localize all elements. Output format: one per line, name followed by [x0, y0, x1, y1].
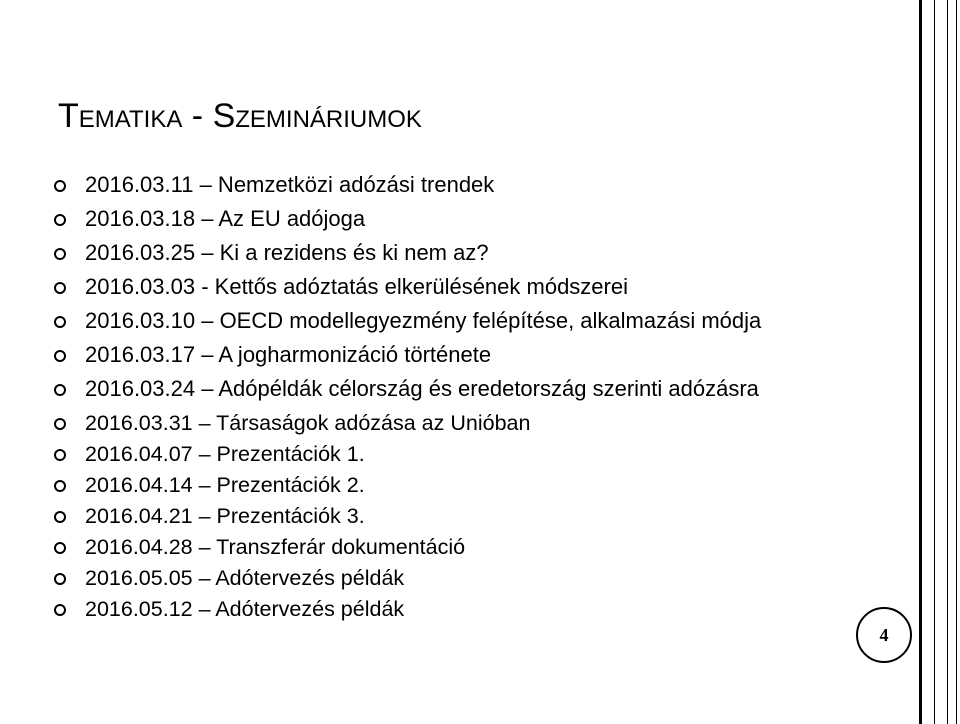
ring-bullet-icon: [54, 449, 66, 461]
list-item: [52, 274, 832, 299]
list-item-text: 2016.05.12 – Adótervezés példák: [85, 597, 405, 621]
list-item: [52, 240, 832, 265]
list-item-text: 2016.03.25 – Ki a rezidens és ki nem az?: [85, 240, 489, 265]
ring-bullet-icon: [54, 418, 66, 430]
page-number: 4: [879, 624, 889, 645]
ring-bullet-icon: [54, 604, 66, 616]
list-item: [52, 503, 832, 529]
list-item-text: 2016.03.11 – Nemzetközi adózási trendek: [85, 172, 495, 197]
slide-title: [58, 98, 422, 135]
list-item: [52, 342, 832, 367]
ring-bullet-icon: [54, 384, 66, 396]
frame-rule-thin-3: [956, 0, 957, 724]
list-item: [52, 534, 832, 560]
schedule-list: [52, 172, 832, 627]
ring-bullet-icon: [54, 573, 66, 585]
list-item: [52, 441, 832, 467]
list-item: [52, 410, 832, 436]
list-item-text: 2016.04.07 – Prezentációk 1.: [85, 442, 365, 466]
list-item-text: 2016.03.18 – Az EU adójoga: [85, 206, 366, 231]
ring-bullet-icon: [54, 542, 66, 554]
ring-bullet-icon: [54, 480, 66, 492]
slide-title-part2: Szemináriumok: [212, 97, 422, 135]
ring-bullet-icon: [54, 511, 66, 523]
list-item-text: 2016.04.14 – Prezentációk 2.: [85, 473, 365, 497]
frame-rule-thin-2: [947, 0, 948, 724]
list-item-text: 2016.03.24 – Adópéldák célország és eredetország szerinti adózásra: [85, 376, 759, 401]
ring-bullet-icon: [54, 214, 66, 226]
ring-bullet-icon: [54, 248, 66, 260]
ring-bullet-icon: [54, 282, 66, 294]
list-item: [52, 206, 832, 231]
ring-bullet-icon: [54, 180, 66, 192]
list-item-text: 2016.04.21 – Prezentációk 3.: [85, 504, 365, 528]
list-item-text: 2016.03.10 – OECD modellegyezmény felépítése, alkalmazási módja: [85, 308, 762, 333]
list-item: [52, 565, 832, 591]
list-item-text: 2016.03.17 – A jogharmonizáció története: [85, 342, 492, 367]
slide-title-part1: Tematika -: [58, 97, 213, 135]
list-item: [52, 172, 832, 197]
page-number-badge: [856, 607, 912, 663]
ring-bullet-icon: [54, 350, 66, 362]
list-item-text: 2016.05.05 – Adótervezés példák: [85, 566, 405, 590]
list-item: [52, 596, 832, 622]
frame-rule-thin-1: [934, 0, 935, 724]
list-item-text: 2016.03.03 - Kettős adóztatás elkerülésének módszerei: [85, 274, 628, 299]
frame-rule-thick: [919, 0, 922, 724]
list-item-text: 2016.03.31 – Társaságok adózása az Unióban: [85, 411, 531, 435]
list-item: [52, 472, 832, 498]
list-item: [52, 376, 832, 401]
list-item-text: 2016.04.28 – Transzferár dokumentáció: [85, 535, 466, 559]
ring-bullet-icon: [54, 316, 66, 328]
list-item: [52, 308, 832, 333]
